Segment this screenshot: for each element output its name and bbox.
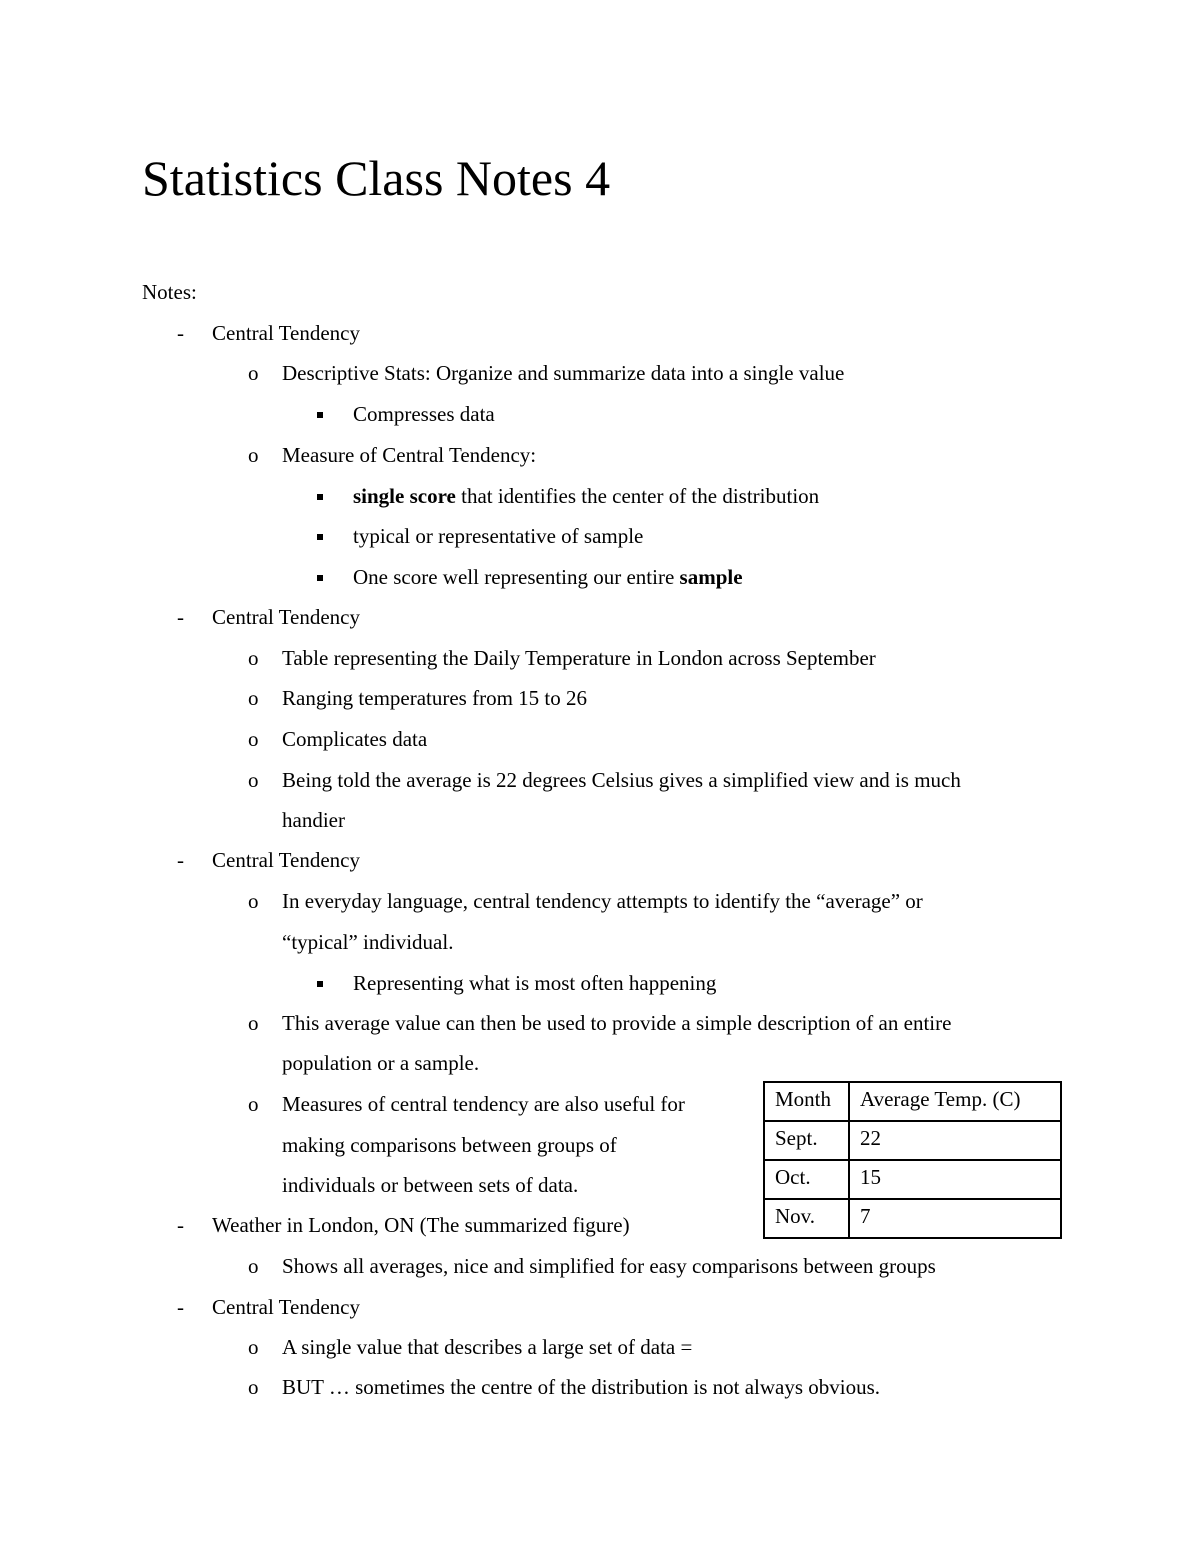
table-row bbox=[764, 1160, 1061, 1199]
list-item: Ranging temperatures from 15 to 26 bbox=[282, 686, 588, 710]
list-item: Central Tendency bbox=[212, 321, 361, 345]
list-item: A single value that describes a large set of data = bbox=[282, 1335, 693, 1359]
list-item bbox=[353, 557, 743, 598]
temperature-table bbox=[763, 1081, 1062, 1239]
list-item: Shows all averages, nice and simplified for easy comparisons between groups bbox=[282, 1254, 936, 1278]
page-title: Statistics Class Notes 4 bbox=[142, 150, 611, 206]
table-row bbox=[764, 1199, 1061, 1238]
list-item-continuation: individuals or between sets of data. bbox=[282, 1173, 579, 1197]
list-item: Measure of Central Tendency: bbox=[282, 443, 537, 467]
table-header-cell: Month bbox=[764, 1082, 849, 1121]
list-item: This average value can then be used to provide a simple description of an entire bbox=[282, 1011, 952, 1035]
circle-bullet: o bbox=[248, 646, 259, 670]
table-cell: Oct. bbox=[764, 1160, 849, 1199]
dash-bullet: - bbox=[177, 1213, 184, 1237]
table-cell: Nov. bbox=[764, 1199, 849, 1238]
list-item: Table representing the Daily Temperature in London across September bbox=[282, 646, 876, 670]
list-item: Central Tendency bbox=[212, 1295, 361, 1319]
list-item: Central Tendency bbox=[212, 605, 361, 629]
table-cell: 7 bbox=[849, 1199, 1061, 1238]
bold-term: sample bbox=[679, 565, 743, 589]
circle-bullet: o bbox=[248, 686, 259, 710]
table-cell: Sept. bbox=[764, 1121, 849, 1160]
list-item-continuation: handier bbox=[282, 808, 345, 832]
table-header-row bbox=[764, 1082, 1061, 1121]
dash-bullet: - bbox=[177, 605, 184, 629]
list-item: Central Tendency bbox=[212, 848, 361, 872]
list-item: Complicates data bbox=[282, 727, 428, 751]
table-cell: 15 bbox=[849, 1160, 1061, 1199]
list-item: Weather in London, ON (The summarized figure) bbox=[212, 1213, 630, 1237]
list-item: BUT … sometimes the centre of the distribution is not always obvious. bbox=[282, 1375, 881, 1399]
circle-bullet: o bbox=[248, 1092, 259, 1116]
notes-label: Notes: bbox=[142, 280, 197, 304]
circle-bullet: o bbox=[248, 727, 259, 751]
list-item: Descriptive Stats: Organize and summarize data into a single value bbox=[282, 361, 845, 385]
list-item-continuation: making comparisons between groups of bbox=[282, 1133, 617, 1157]
circle-bullet: o bbox=[248, 1254, 259, 1278]
square-bullet-icon bbox=[317, 557, 323, 598]
list-item: In everyday language, central tendency attempts to identify the “average” or bbox=[282, 889, 923, 913]
table-cell: 22 bbox=[849, 1121, 1061, 1160]
dash-bullet: - bbox=[177, 848, 184, 872]
dash-bullet: - bbox=[177, 321, 184, 345]
square-bullet-icon bbox=[317, 394, 323, 435]
circle-bullet: o bbox=[248, 1011, 259, 1035]
item-text: that identifies the center of the distribution bbox=[455, 484, 820, 508]
list-item: Compresses data bbox=[353, 402, 495, 426]
circle-bullet: o bbox=[248, 889, 259, 913]
square-bullet-icon bbox=[317, 516, 323, 557]
circle-bullet: o bbox=[248, 443, 259, 467]
circle-bullet: o bbox=[248, 768, 259, 792]
item-text: One score well representing our entire bbox=[353, 565, 680, 589]
list-item: Measures of central tendency are also useful for bbox=[282, 1092, 685, 1116]
circle-bullet: o bbox=[248, 361, 259, 385]
bold-term: single score bbox=[353, 484, 456, 508]
list-item: typical or representative of sample bbox=[353, 524, 644, 548]
list-item-continuation: population or a sample. bbox=[282, 1051, 480, 1075]
table-header-cell: Average Temp. (C) bbox=[849, 1082, 1061, 1121]
list-item: Being told the average is 22 degrees Celsius gives a simplified view and is much bbox=[282, 768, 961, 792]
list-item: Representing what is most often happening bbox=[353, 971, 717, 995]
dash-bullet: - bbox=[177, 1295, 184, 1319]
table-row bbox=[764, 1121, 1061, 1160]
square-bullet-icon bbox=[317, 476, 323, 517]
circle-bullet: o bbox=[248, 1335, 259, 1359]
square-bullet-icon bbox=[317, 963, 323, 1004]
list-item-continuation: “typical” individual. bbox=[282, 930, 454, 954]
circle-bullet: o bbox=[248, 1375, 259, 1399]
list-item bbox=[353, 476, 819, 517]
